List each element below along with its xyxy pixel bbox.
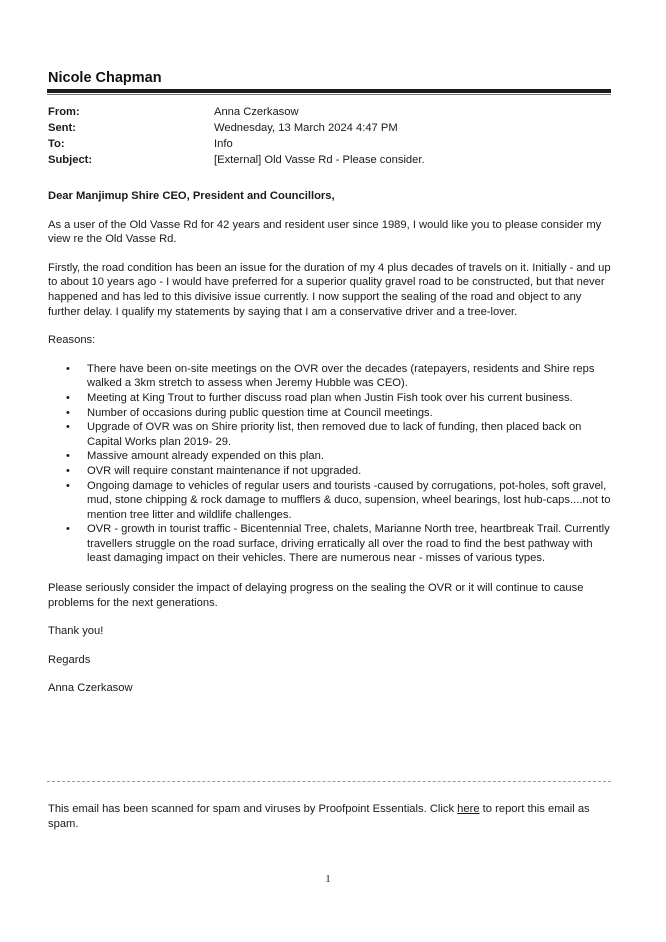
reason-text: Ongoing damage to vehicles of regular users and tourists -caused by corrugations, pot-holes, soft gravel, mud, stone chipping & rock damage to mufflers & duco, supension, wheel bearings, lost hub-caps....not to mention tree litter and wildlife challenges. [87,479,611,521]
reason-text: OVR - growth in tourist traffic - Bicentennial Tree, chalets, Marianne North tree, heartbreak Trail. Currently travellers struggle on the road surface, driving erratically all over the road to find the best pathway with least damaging impact on their vehicles. There are numerous near - misses of various types. [87,523,610,565]
reason-item [48,406,614,421]
from-value: Anna Czerkasow [214,106,299,118]
spam-notice [48,802,618,831]
reason-item [48,391,614,406]
signature: Anna Czerkasow [48,682,133,695]
spam-notice-text: This email has been scanned for spam and viruses by Proofpoint Essentials. Click [48,803,458,815]
bullet-icon: • [66,464,70,477]
bullet-icon: • [66,391,70,404]
page-number: 1 [325,873,331,885]
mailbox-owner-name: Nicole Chapman [48,70,162,86]
reason-item [48,522,614,566]
reason-item [48,464,614,479]
bullet-icon: • [66,479,70,492]
to-label: To: [48,138,65,150]
subject-label: Subject: [48,154,93,166]
reason-text: OVR will require constant maintenance if not upgraded. [87,464,362,477]
header-rule-thin [47,94,611,95]
bullet-icon: • [66,523,70,536]
reason-item [48,449,614,464]
paragraph-condition: Firstly, the road condition has been an issue for the duration of my 4 plus decades of travels on it. Initially - and up to about 10 years ago - I would have preferred for a superior quality gravel road to be constructed, but that never happened and has led to this divisive issue currently. I now support the sealing of the road and object to any further delay. I qualify my statements by saying that I am a conservative driver and a tree-lover. [48,261,611,318]
reason-item [48,479,614,523]
reason-text: Upgrade of OVR was on Shire priority list, then removed due to lack of funding, then placed back on Capital Works plan 2019- 29. [87,421,582,448]
reason-text: Meeting at King Trout to further discuss road plan when Justin Fish took over his current business. [87,391,573,404]
reasons-label: Reasons: [48,334,96,347]
paragraph-intro: As a user of the Old Vasse Rd for 42 years and resident user since 1989, I would like you to please consider my view re the Old Vasse Rd. [48,218,602,246]
reasons-list [48,362,614,566]
email-body [48,189,614,710]
thanks-line: Thank you! [48,625,104,638]
from-label: From: [48,106,80,118]
reason-item [48,362,614,391]
subject-value: [External] Old Vasse Rd - Please consider. [214,154,425,166]
bullet-icon: • [66,421,70,434]
header-rule [47,89,611,93]
reason-text: Number of occasions during public question time at Council meetings. [87,406,433,419]
to-row [48,136,608,152]
reason-text: Massive amount already expended on this plan. [87,450,324,463]
footer-divider [47,781,611,782]
to-value: Info [214,138,233,150]
sent-row [48,120,608,136]
email-header [48,104,608,168]
salutation: Dear Manjimup Shire CEO, President and Councillors, [48,190,335,202]
bullet-icon: • [66,362,70,375]
reason-text: There have been on-site meetings on the OVR over the decades (ratepayers, residents and Shire reps walked a 3km stretch to assess when Jeremy Hubble was CEO). [87,362,595,390]
from-row [48,104,608,120]
paragraph-closing: Please seriously consider the impact of delaying progress on the sealing the OVR or it will continue to cause problems for the next generations. [48,582,584,609]
sent-value: Wednesday, 13 March 2024 4:47 PM [214,122,398,134]
bullet-icon: • [66,450,70,463]
bullet-icon: • [66,406,70,419]
spam-notice-text-end: to report this email as spam. [48,803,590,830]
report-spam-link[interactable]: here [457,803,480,815]
sent-label: Sent: [48,122,76,134]
subject-row [48,152,608,168]
regards-line: Regards [48,653,91,666]
reason-item [48,420,614,449]
